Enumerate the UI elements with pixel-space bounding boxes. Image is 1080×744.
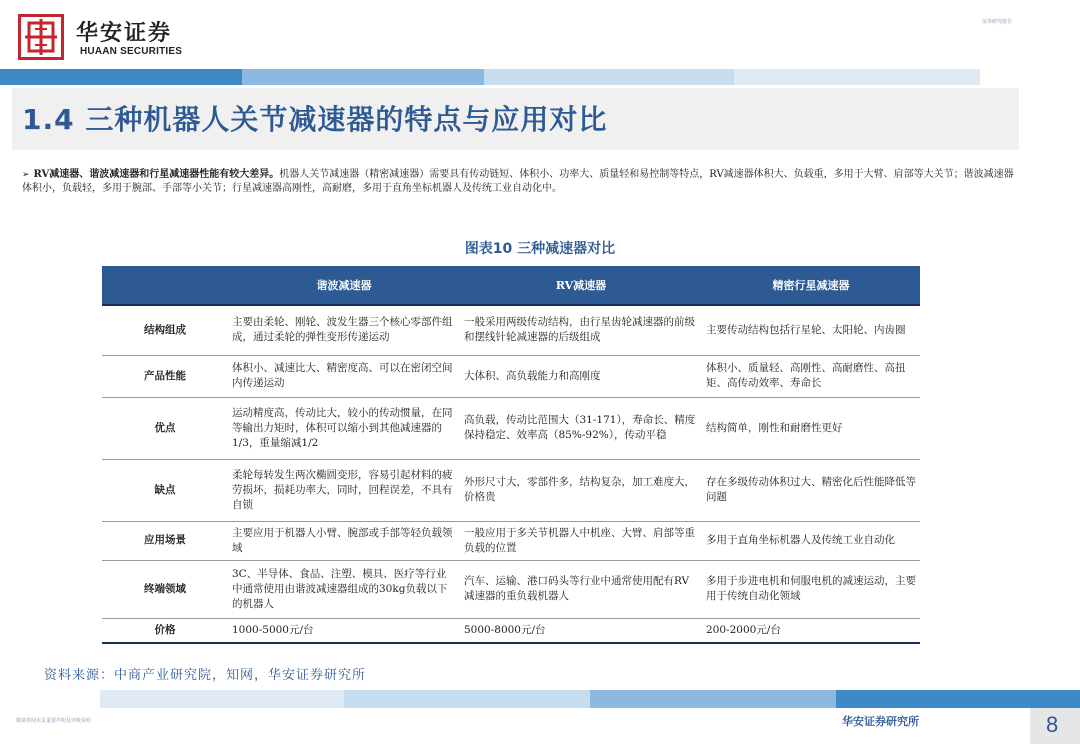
table-cell: 多用于直角坐标机器人及传统工业自动化 [702,521,920,560]
table-row [102,397,920,459]
header-band-light [484,69,734,85]
column-header-empty [102,266,228,305]
table-cell: 一般应用于多关节机器人中机座、大臂、肩部等重负载的位置 [460,521,702,560]
header-band-dark [0,69,242,85]
table-header-row [102,266,920,305]
table-row [102,459,920,521]
table-cell: 200-2000元/台 [702,618,920,643]
footer-band-dark [836,690,1080,708]
footer-institute-name: 华安证券研究所 [842,715,919,728]
table-cell: 存在多级传动体积过大、精密化后性能降低等问题 [702,459,920,521]
table-cell: 3C、半导体、食品、注塑、模具、医疗等行业中通常使用由谐波减速器组成的30kg负载以下的机器人 [228,560,460,618]
table-cell: 体积小、减速比大、精密度高、可以在密闭空间内传递运动 [228,355,460,397]
table-cell: 5000-8000元/台 [460,618,702,643]
table-cell: 主要传动结构包括行星轮、太阳轮、内齿圈 [702,305,920,355]
table-cell: 主要应用于机器人小臂、腕部或手部等轻负载领域 [228,521,460,560]
table-cell: 外形尺寸大，零部件多，结构复杂，加工难度大，价格贵 [460,459,702,521]
table-title: 图表10 三种减速器对比 [464,241,616,257]
row-header-disadvantages: 缺点 [102,459,228,521]
source-note: 资料来源：中商产业研究院，知网，华安证券研究所 [44,668,367,683]
row-header-price: 价格 [102,618,228,643]
column-header-planetary: 精密行星减速器 [702,266,920,305]
intro-text: 机器人关节减速器（精密减速器）需要具有传动链短、体积小、功率大、质量轻和易控制等特点，RV减速器体积大、负载重，多用于大臂、肩部等大关节；谐波减速器体积小，负载轻，多用于腕部、手部等小关节；行星减速器高刚性，高耐磨，多用于直角坐标机器人及传统工业自动化中。 [22,169,1014,194]
page-title: 1.4 三种机器人关节减速器的特点与应用对比 [22,103,608,136]
row-header-performance: 产品性能 [102,355,228,397]
column-header-rv: RV减速器 [460,266,702,305]
arrow-bullet-icon: ➢ [22,170,30,180]
logo-chinese-text: 华安证券 [76,20,173,46]
table-cell: 体积小、质量轻、高刚性、高耐磨性、高扭矩、高传动效率、寿命长 [702,355,920,397]
header-band-faint [734,69,980,85]
table-cell: 大体积、高负载能力和高刚度 [460,355,702,397]
disclaimer-note: 敬请参阅末页重要声明及评级说明 [16,718,92,724]
report-type-note: 证券研究报告 [981,19,1012,25]
table-row [102,521,920,560]
table-cell: 主要由柔轮、刚轮、波发生器三个核心零部件组成，通过柔轮的弹性变形传递运动 [228,305,460,355]
comparison-table [102,266,920,644]
intro-paragraph [22,168,1022,195]
table-row [102,560,920,618]
table-row [102,305,920,355]
table-row [102,355,920,397]
table-row [102,618,920,643]
logo-emblem-icon [18,14,64,60]
table-cell: 运动精度高，传动比大，较小的传动惯量，在同等输出力矩时，体积可以缩小到其他减速器的1/3，重量缩减1/2 [228,397,460,459]
table-cell: 一般采用两级传动结构，由行星齿轮减速器的前级和摆线针轮减速器的后级组成 [460,305,702,355]
intro-bold-lead: RV减速器、谐波减速器和行星减速器性能有较大差异。 [33,169,280,180]
row-header-advantages: 优点 [102,397,228,459]
table-cell: 结构简单，刚性和耐磨性更好 [702,397,920,459]
row-header-structure: 结构组成 [102,305,228,355]
table-cell: 1000-5000元/台 [228,618,460,643]
table-cell: 高负载，传动比范围大（31-171），寿命长、精度保持稳定、效率高（85%-92%），传动平稳 [460,397,702,459]
footer-band-mid [590,690,836,708]
table-cell: 多用于步进电机和伺服电机的减速运动，主要用于传统自动化领域 [702,560,920,618]
header-band-mid [242,69,484,85]
footer-band-light [344,690,590,708]
row-header-applications: 应用场景 [102,521,228,560]
row-header-end-markets: 终端领域 [102,560,228,618]
column-header-harmonic: 谐波减速器 [228,266,460,305]
logo-english-text: HUAAN SECURITIES [80,46,183,57]
company-logo [18,14,188,68]
page-number: 8 [1046,712,1059,737]
table-cell: 汽车、运输、港口码头等行业中通常使用配有RV减速器的重负载机器人 [460,560,702,618]
footer-band-faint [100,690,344,708]
table-cell: 柔轮每转发生两次椭圆变形，容易引起材料的疲劳损坏，损耗功率大，同时，回程误差，不具有自锁 [228,459,460,521]
